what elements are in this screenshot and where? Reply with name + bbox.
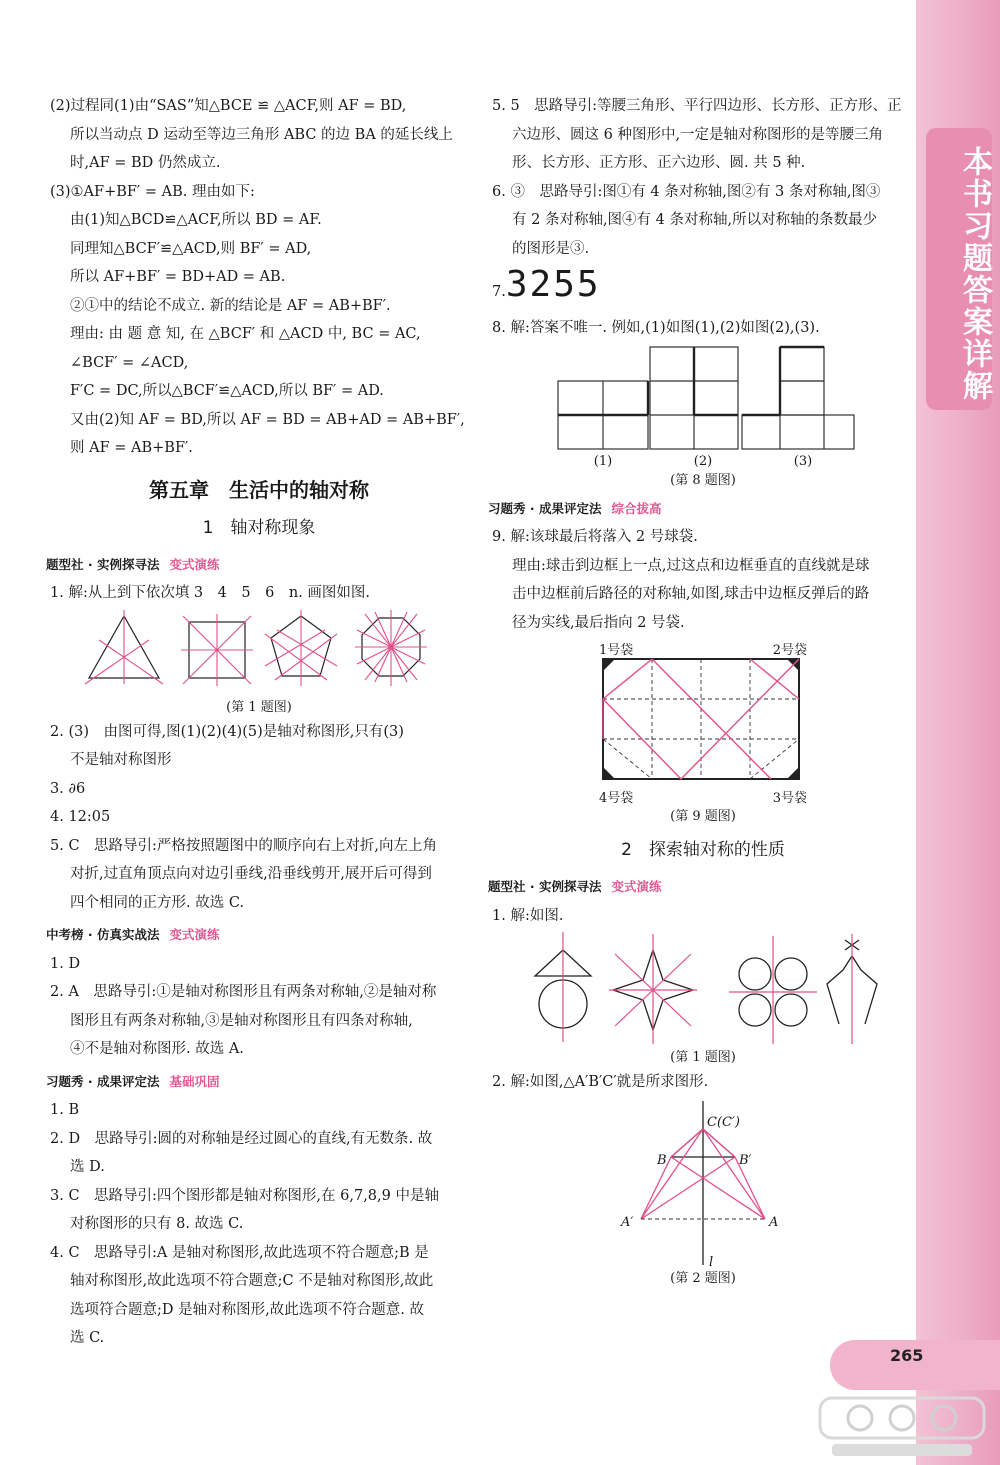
point-label: C(C′)	[707, 1114, 740, 1130]
grid-figures-q8	[548, 343, 858, 453]
text-line: 击中边框前后路径的对称轴,如图,球击中边框反弹后的路	[512, 586, 870, 602]
text-line: 6. ③ 思路导引:图①有 4 条对称轴,图②有 3 条对称轴,图③	[492, 183, 881, 200]
pocket-label: 2号袋	[772, 643, 807, 658]
text-line: 1. D	[50, 955, 81, 972]
section-header-label: 中考榜 · 仿真实战法	[46, 927, 160, 942]
section-header	[488, 873, 914, 902]
point-label: B	[657, 1152, 667, 1168]
text-line: 9. 解:该球最后将落入 2 号球袋.	[492, 529, 698, 545]
text-line: 由(1)知△BCD≌△ACF,所以 BD = AF.	[70, 212, 322, 228]
section-header-label: 习题秀 · 成果评定法	[46, 1073, 160, 1089]
text-line: 四个相同的正方形. 故选 C.	[70, 894, 245, 911]
section-tag: 综合拔高	[611, 500, 662, 516]
figure-caption: (第 1 题图)	[670, 1050, 736, 1065]
text-line: 3. ∂6	[50, 780, 86, 797]
text-line: 1. B	[50, 1102, 80, 1118]
text-line: (2)过程同(1)由“SAS”知△BCE ≌ △ACF,则 AF = BD,	[50, 98, 407, 114]
text-line: F′C = DC,所以△BCF′≌△ACD,所以 BF′ = AD.	[70, 383, 384, 399]
reflection-diagram	[613, 1101, 793, 1269]
section-tag: 基础巩固	[169, 1073, 220, 1089]
section-header-label: 习题秀 · 成果评定法	[488, 500, 602, 516]
text-line: 理由: 由 题 意 知, 在 △BCF′ 和 △ACD 中, BC = AC,	[70, 326, 421, 342]
section-header-label: 题型社 · 实例探寻法	[46, 556, 160, 572]
text-line: 选 D.	[70, 1159, 105, 1175]
text-line: (3)①AF+BF′ = AB. 理由如下:	[50, 183, 255, 200]
section-tag: 变式演练	[169, 927, 220, 942]
figure-label: (2)	[693, 453, 713, 469]
text-line: 2. D 思路导引:圆的对称轴是经过圆心的直线,有无数条. 故	[50, 1130, 433, 1147]
point-label: B′	[739, 1152, 752, 1168]
text-line: 对称图形的只有 8. 故选 C.	[70, 1216, 244, 1232]
text-line: 对折,过直角顶点向对边引垂线,沿垂线剪开,展开后可得到	[70, 866, 432, 882]
text-line: 形、长方形、正方形、正六边形、圆. 共 5 种.	[512, 155, 806, 171]
text-line: 4. C 思路导引:A 是轴对称图形,故此选项不符合题意;B 是	[50, 1244, 429, 1261]
page-number: 265	[890, 1346, 924, 1365]
figure-label: (3)	[793, 453, 813, 469]
digit-answer: 3255	[505, 264, 601, 305]
text-line: ④不是轴对称图形. 故选 A.	[70, 1041, 244, 1057]
text-line: 时,AF = BD 仍然成立.	[70, 155, 221, 171]
text-line: 3. C 思路导引:四个图形都是轴对称图形,在 6,7,8,9 中是轴	[50, 1187, 439, 1204]
text-line: 所以 AF+BF′ = BD+AD = AB.	[70, 269, 286, 285]
figure-caption: (第 2 题图)	[670, 1270, 736, 1286]
text-line: 2. A 思路导引:①是轴对称图形且有两条对称轴,②是轴对称	[50, 984, 437, 1000]
text-line: 5. 5 思路导引:等腰三角形、平行四边形、长方形、正方形、正	[492, 98, 902, 114]
text-line: 2. 解:如图,△A′B′C′就是所求图形.	[492, 1074, 709, 1090]
pocket-label: 3号袋	[772, 791, 807, 806]
text-line: 图形且有两条对称轴,③是轴对称图形且有四条对称轴,	[70, 1012, 413, 1029]
triangle-figure	[613, 1101, 793, 1269]
pocket-label: 4号袋	[599, 791, 634, 806]
billiard-figure	[593, 637, 813, 807]
symmetry-polygons-figure	[79, 608, 439, 698]
sidebar-title: 本书习题答案详解	[926, 128, 992, 410]
text-line: 4. 12:05	[50, 809, 111, 825]
text-line: ∠BCF′ = ∠ACD,	[70, 354, 189, 371]
text-line: 则 AF = AB+BF′.	[70, 440, 193, 456]
section-header-label: 题型社 · 实例探寻法	[488, 879, 602, 894]
text-line: 2. (3) 由图可得,图(1)(2)(4)(5)是轴对称图形,只有(3)	[50, 723, 404, 740]
text-line: 5. C 思路导引:严格按照题图中的顺序向右上对折,向左上角	[50, 837, 438, 854]
text-line: 不是轴对称图形	[70, 752, 172, 768]
text-line	[492, 263, 914, 314]
point-label: l	[709, 1254, 714, 1270]
pocket-label: 1号袋	[599, 643, 634, 658]
figure-caption: (第 8 题图)	[670, 472, 736, 488]
text-line: 1. 解:如图.	[492, 907, 564, 924]
section-tag: 变式演练	[169, 556, 220, 572]
text-line: 选项符合题意;D 是轴对称图形,故此选项不符合题意. 故	[70, 1301, 424, 1318]
section-title: 1 轴对称现象	[202, 517, 316, 538]
section-header	[46, 551, 468, 580]
text-line: 选 C.	[70, 1330, 105, 1346]
text-line: 径为实线,最后指向 2 号袋.	[512, 614, 685, 631]
symmetry-completion-figure	[523, 930, 883, 1048]
section-tag: 变式演练	[611, 879, 662, 894]
figure-label: (1)	[593, 453, 613, 469]
question-number: 7.	[492, 284, 506, 300]
text-line: 8. 解:答案不唯一. 例如,(1)如图(1),(2)如图(2),(3).	[492, 320, 820, 336]
text-line: 又由(2)知 AF = BD,所以 AF = BD = AB+AD = AB+BF′,	[70, 411, 465, 428]
text-line: 的图形是③.	[512, 240, 590, 257]
text-line: 1. 解:从上到下依次填 3 4 5 6 n. 画图如图.	[50, 585, 371, 601]
section-header	[46, 921, 468, 950]
left-column	[46, 92, 468, 1353]
figure-caption: (第 9 题图)	[670, 809, 736, 824]
right-column	[488, 92, 914, 1289]
section-header	[488, 495, 914, 524]
text-line: 有 2 条对称轴,图④有 4 条对称轴,所以对称轴的条数最少	[512, 212, 878, 228]
watermark-logo	[812, 1392, 992, 1462]
text-line: 所以当动点 D 运动至等边三角形 ABC 的边 BA 的延长线上	[70, 126, 453, 143]
section-header	[46, 1068, 468, 1097]
figure-caption: (第 1 题图)	[226, 699, 292, 715]
text-line: 六边形、圆这 6 种图形中,一定是轴对称图形的是等腰三角	[512, 126, 884, 143]
text-line: 轴对称图形,故此选项不符合题意;C 不是轴对称图形,故此	[70, 1273, 434, 1289]
figure-labels	[553, 453, 853, 471]
billiard-table	[601, 657, 801, 781]
text-line: 同理知△BCF′≌△ACD,则 BF′ = AD,	[70, 240, 312, 257]
point-label: A	[769, 1214, 779, 1230]
text-line: ②①中的结论不成立. 新的结论是 AF = AB+BF′.	[70, 297, 391, 314]
text-line: 理由:球击到边框上一点,过这点和边框垂直的直线就是球	[512, 557, 870, 574]
section-title: 2 探索轴对称的性质	[621, 840, 785, 860]
chapter-title: 第五章 生活中的轴对称	[149, 477, 369, 502]
point-label: A′	[621, 1214, 634, 1230]
